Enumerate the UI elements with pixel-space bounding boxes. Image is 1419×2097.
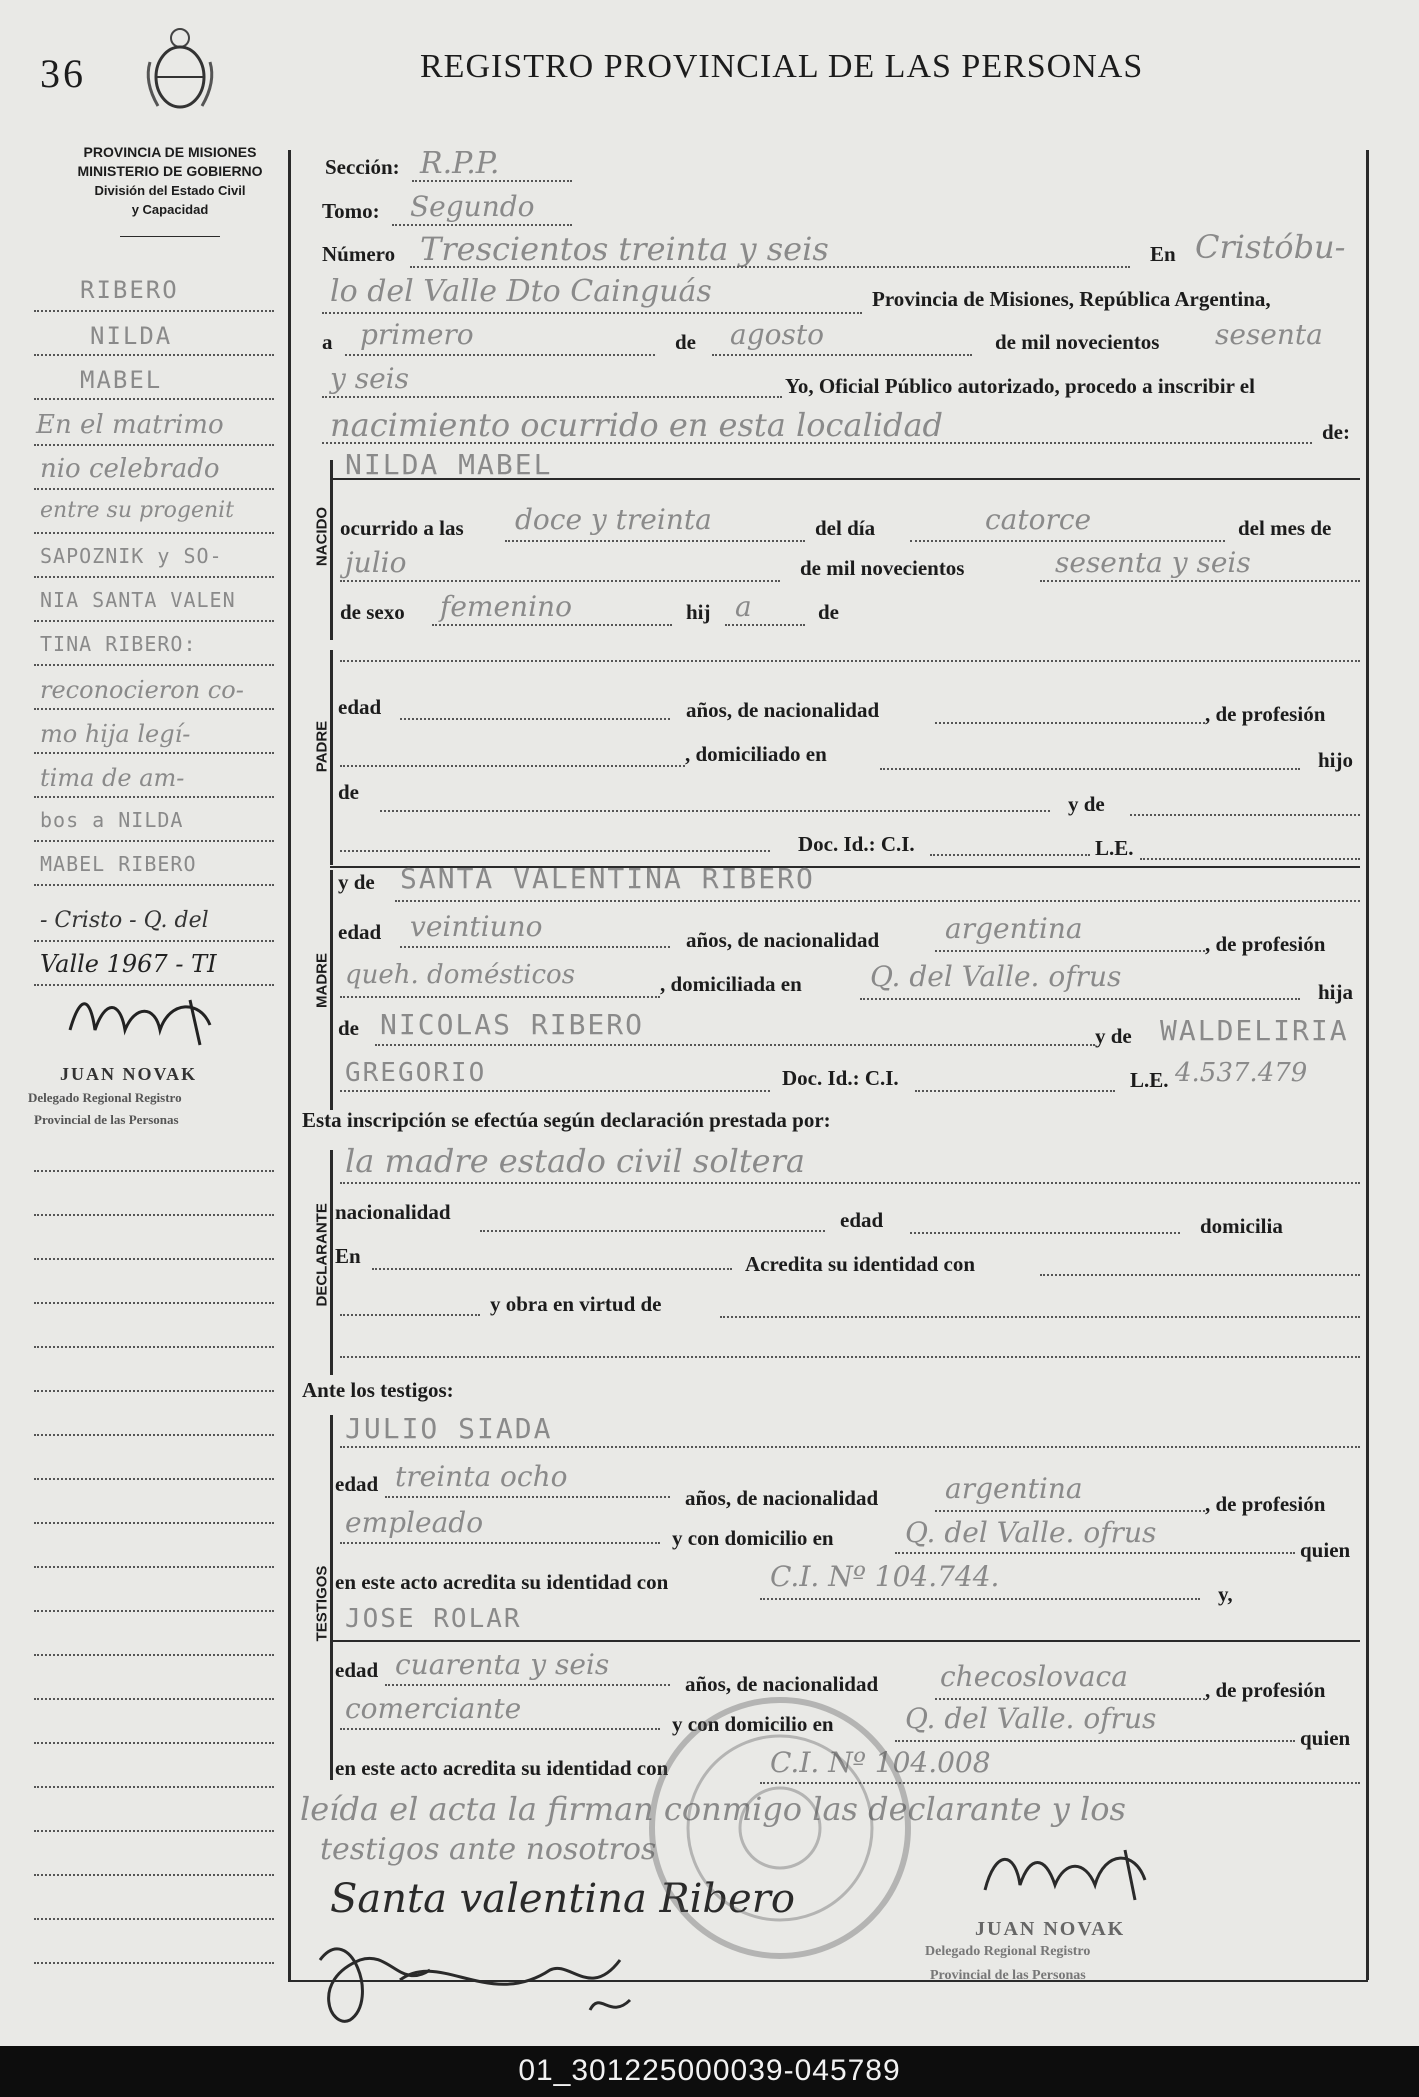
del-mes-label: del mes de (1238, 516, 1332, 540)
madre-edad-label: edad (338, 920, 382, 944)
madre-doc-label: Doc. Id.: C.I. (782, 1066, 899, 1090)
ministry-name: MINISTERIO DE GOBIERNO (77, 163, 263, 179)
page-title: REGISTRO PROVINCIAL DE LAS PERSONAS (420, 48, 1144, 85)
margin-dots-3 (34, 398, 274, 400)
madre-edad-value: veintiuno (410, 910, 543, 943)
en-value-1: Cristóbu- (1195, 228, 1346, 266)
padre-yde-label: y de (1068, 792, 1105, 816)
coat-of-arms-icon (140, 22, 220, 112)
madre-dom-label: , domiciliada en (660, 972, 802, 996)
anio-value-1: sesenta (1215, 318, 1323, 351)
margin-empty-18 (34, 1918, 274, 1920)
padre-de-label: de (338, 780, 359, 804)
margin-empty-5 (34, 1346, 274, 1348)
division-name: División del Estado Civil (94, 183, 246, 198)
margin-line-3: MABEL (80, 366, 163, 394)
madre-padre-line (375, 1044, 1095, 1046)
seccion-label: Sección: (325, 155, 400, 179)
dec-obra-label: y obra en virtud de (490, 1292, 662, 1316)
madre-madre-line-2 (340, 1090, 770, 1092)
padre-prof-line (340, 765, 685, 767)
madre-yde2-label: y de (1095, 1024, 1132, 1048)
t1-acredita-label: en este acto acredita su identidad con (335, 1570, 669, 1594)
t2-dom-line (895, 1740, 1295, 1742)
yo-oficial-label: Yo, Oficial Público autorizado, procedo a inscribir el (785, 374, 1255, 398)
tomo-line (392, 224, 572, 226)
declarante-value: la madre estado civil soltera (345, 1142, 805, 1180)
margin-official-role-2: Provincial de las Personas (34, 1112, 179, 1127)
margin-line-15: - Cristo - Q. del (40, 908, 209, 933)
margin-line-16: Valle 1967 - TI (40, 950, 217, 978)
dia-nac-line (910, 540, 1225, 542)
padre-padre-line (380, 810, 1050, 812)
margin-line-13: bos a NILDA (40, 808, 184, 832)
padre-ci-line (930, 854, 1090, 856)
t2-edad-label: edad (335, 1658, 379, 1682)
padre-hijo-label: hijo (1318, 748, 1354, 772)
numero-line (410, 266, 1130, 268)
margin-dots-4 (34, 444, 274, 446)
madre-dom-line (860, 998, 1300, 1000)
margin-empty-11 (34, 1610, 274, 1612)
padre-edad-label: edad (338, 695, 382, 719)
margin-dots-13 (34, 840, 274, 842)
t1-prof-value: empleado (345, 1506, 484, 1539)
a-label: a (322, 330, 333, 354)
madre-prof-line (340, 996, 660, 998)
provincia-label: Provincia de Misiones, República Argentina, (872, 287, 1271, 311)
madre-label: MADRE (313, 953, 331, 1008)
margin-dots-8 (34, 620, 274, 622)
padre-nac-line (935, 722, 1205, 724)
sexo-line (432, 624, 672, 626)
margin-empty-2 (34, 1214, 274, 1216)
margin-dots-1 (34, 310, 274, 312)
t1-dom-line (895, 1552, 1295, 1554)
hij-label: hij (686, 600, 711, 624)
sexo-label: de sexo (340, 600, 405, 624)
nacimiento-value: nacimiento ocurrido en esta localidad (330, 406, 944, 444)
ocurrido-label: ocurrido a las (340, 516, 464, 540)
madre-ci-line (915, 1090, 1115, 1092)
padre-anos-label: años, de nacionalidad (686, 698, 880, 722)
madre-nac-line (935, 950, 1205, 952)
margin-signature-icon (60, 990, 260, 1050)
padre-edad-line (400, 718, 670, 720)
testigo1-nombre-line (340, 1446, 1360, 1448)
margin-empty-3 (34, 1258, 274, 1260)
official-name: JUAN NOVAK (975, 1918, 1126, 1940)
margin-empty-6 (34, 1390, 274, 1392)
lectura-line-1: leída el acta la firman conmigo las declarante y los (300, 1790, 1126, 1828)
margin-empty-7 (34, 1434, 274, 1436)
margin-line-14: MABEL RIBERO (40, 852, 197, 876)
margin-official-name: JUAN NOVAK (60, 1064, 198, 1084)
issuing-authority (40, 143, 300, 219)
province-name: PROVINCIA DE MISIONES (83, 144, 257, 160)
madre-dom-value: Q. del Valle. ofrus (870, 960, 1122, 993)
padre-extra-line (340, 850, 770, 852)
dia-line (345, 354, 655, 356)
hij-de-label: de (818, 600, 839, 624)
t1-edad-label: edad (335, 1472, 379, 1496)
t1-dom-label: y con domicilio en (672, 1526, 834, 1550)
dec-acredita-line (1040, 1274, 1360, 1276)
t2-doc-value: C.I. Nº 104.008 (770, 1746, 991, 1779)
authority-underline (120, 236, 220, 237)
margin-empty-13 (34, 1698, 274, 1700)
t1-doc-value: C.I. Nº 104.744. (770, 1560, 1000, 1593)
margin-official-role-1: Delegado Regional Registro (28, 1090, 182, 1105)
t1-edad-value: treinta ocho (395, 1460, 568, 1493)
margin-dots-6 (34, 532, 274, 534)
testigos-label-text: Ante los testigos: (302, 1378, 454, 1402)
margin-empty-12 (34, 1654, 274, 1656)
padre-dom-line (880, 768, 1300, 770)
numero-value: Trescientos treinta y seis (420, 230, 829, 268)
margin-dots-12 (34, 796, 274, 798)
mes-value: agosto (730, 318, 824, 351)
hora-line (505, 540, 805, 542)
madre-anos-label: años, de nacionalidad (686, 928, 880, 952)
madre-prof-label: , de profesión (1205, 932, 1326, 956)
madre-madre-value-1: WALDELIRIA (1160, 1014, 1349, 1047)
margin-dots-15 (34, 940, 274, 942)
testigos-label: TESTIGOS (313, 1565, 331, 1642)
dec-en-line (372, 1268, 732, 1270)
frame-right (1366, 150, 1369, 1980)
margin-empty-8 (34, 1478, 274, 1480)
margin-empty-9 (34, 1522, 274, 1524)
section-divider-3 (330, 1640, 1360, 1642)
sexo-value: femenino (440, 590, 572, 623)
margin-dots-16 (34, 984, 274, 986)
t1-nac-value: argentina (945, 1472, 1083, 1505)
t2-edad-value: cuarenta y seis (395, 1648, 610, 1681)
frame-left (288, 150, 291, 1980)
margin-empty-10 (34, 1566, 274, 1568)
mes-nac-line (340, 580, 780, 582)
declarante-signature: Santa valentina Ribero (330, 1876, 795, 1922)
dec-en-label: En (335, 1244, 361, 1268)
dec-edad-label: edad (840, 1208, 884, 1232)
official-signature-icon (975, 1840, 1175, 1910)
margin-empty-15 (34, 1786, 274, 1788)
t2-prof-line (340, 1728, 660, 1730)
margin-empty-17 (34, 1874, 274, 1876)
tomo-value: Segundo (410, 190, 535, 223)
official-role-2: Provincial de las Personas (930, 1968, 1086, 1983)
division-name-2: y Capacidad (131, 202, 209, 217)
margin-empty-16 (34, 1830, 274, 1832)
page-number: 36 (40, 51, 86, 96)
t1-y-label: y, (1218, 1582, 1233, 1606)
t1-quien-label: quien (1300, 1538, 1351, 1562)
declarante-label: DECLARANTE (313, 1203, 331, 1307)
madre-nac-value: argentina (945, 912, 1083, 945)
en-line-2 (322, 312, 862, 314)
madre-nombre-line (395, 900, 1360, 902)
declarante-line (340, 1182, 1360, 1184)
numero-label: Número (322, 242, 396, 266)
official-role-1: Delegado Regional Registro (925, 1944, 1091, 1959)
madre-de-label: de (338, 1016, 359, 1040)
t2-nac-value: checoslovaca (940, 1660, 1128, 1693)
t2-edad-line (385, 1684, 670, 1686)
dec-edad-line (910, 1232, 1180, 1234)
t2-quien-label: quien (1300, 1726, 1351, 1750)
hij-line (725, 624, 805, 626)
anio-nac-value: sesenta y seis (1055, 546, 1251, 579)
padre-label: PADRE (313, 720, 331, 773)
margin-dots-7 (34, 576, 274, 578)
madre-le-value: 4.537.479 (1175, 1058, 1308, 1088)
del-dia-label: del día (815, 516, 876, 540)
official-seal-icon (640, 1688, 920, 1968)
margin-line-8: NIA SANTA VALEN (40, 588, 236, 612)
hij-suffix-value: a (735, 590, 752, 623)
nacimiento-line (322, 442, 1312, 444)
margin-line-6: entre su progenit (40, 498, 235, 523)
seccion-line (412, 180, 572, 182)
margin-line-11: mo hija legí- (40, 720, 191, 748)
mes-line (712, 354, 972, 356)
t2-dom-value: Q. del Valle. ofrus (905, 1702, 1157, 1735)
margin-dots-2 (34, 354, 274, 356)
madre-edad-line (400, 946, 670, 948)
lectura-line-2: testigos ante nosotros (320, 1832, 657, 1867)
madre-prof-value: queh. domésticos (345, 960, 576, 990)
t1-prof-label: , de profesión (1205, 1492, 1326, 1516)
seccion-value: R.P.P. (420, 146, 500, 181)
padre-prof-label: , de profesión (1205, 702, 1326, 726)
dia-nac-value: catorce (985, 503, 1092, 536)
margin-dots-9 (34, 664, 274, 666)
margin-line-4: En el matrimo (36, 410, 224, 440)
margin-dots-14 (34, 884, 274, 886)
t1-prof-line (340, 1542, 660, 1544)
de-colon-label: de: (1322, 420, 1350, 444)
nombre-value: NILDA MABEL (345, 448, 553, 481)
margin-line-10: reconocieron co- (40, 676, 244, 704)
de-mil-label: de mil novecientos (995, 330, 1160, 354)
dec-extra-line-2 (340, 1356, 1360, 1358)
nacido-label: NACIDO (313, 506, 331, 567)
tomo-label: Tomo: (322, 199, 380, 223)
anio-nac-line (1040, 580, 1360, 582)
madre-nombre-value: SANTA VALENTINA RIBERO (400, 862, 815, 895)
madre-hija-label: hija (1318, 980, 1354, 1004)
t2-nac-line (935, 1698, 1205, 1700)
dec-nac-line (480, 1230, 825, 1232)
margin-dots-11 (34, 752, 274, 754)
t2-dom-label: y con domicilio en (672, 1712, 834, 1736)
dia-value: primero (360, 318, 474, 351)
anio-line-2 (322, 396, 782, 398)
padre-madre-line (1130, 814, 1360, 816)
dec-acredita-label: Acredita su identidad con (745, 1252, 976, 1276)
t1-doc-line (760, 1598, 1200, 1600)
margin-dots-5 (34, 488, 274, 490)
margin-line-5: nio celebrado (40, 454, 220, 484)
margin-line-2: NILDA (90, 322, 173, 350)
anio-value-2: y seis (330, 362, 409, 395)
witness-signature-icon (290, 1900, 690, 2040)
testigo1-nombre-value: JULIO SIADA (345, 1412, 553, 1445)
mes-nac-value: julio (345, 546, 407, 579)
dec-extra-line (340, 1314, 480, 1316)
dec-obra-line (720, 1316, 1360, 1318)
t1-nac-line (935, 1510, 1205, 1512)
padre-le-line (1140, 858, 1360, 860)
madre-yde-label: y de (338, 870, 375, 894)
madre-madre-value-2: GREGORIO (345, 1058, 487, 1088)
de-mil-nac-label: de mil novecientos (800, 556, 965, 580)
t2-acredita-label: en este acto acredita su identidad con (335, 1756, 669, 1780)
madre-le-label: L.E. (1130, 1068, 1169, 1092)
t1-anos-label: años, de nacionalidad (685, 1486, 879, 1510)
testigo2-nombre-value: JOSE ROLAR (345, 1604, 522, 1634)
margin-dots-10 (34, 708, 274, 710)
declaracion-label: Esta inscripción se efectúa según declaración prestada por: (302, 1108, 831, 1132)
margin-empty-19 (34, 1962, 274, 1964)
margin-line-1: RIBERO (80, 276, 179, 304)
footer-bar (0, 2046, 1419, 2097)
dec-domicilia-label: domicilia (1200, 1214, 1283, 1238)
t1-edad-line (385, 1496, 670, 1498)
t2-prof-value: comerciante (345, 1692, 522, 1725)
t1-dom-value: Q. del Valle. ofrus (905, 1516, 1157, 1549)
dec-nacionalidad-label: nacionalidad (335, 1200, 451, 1224)
t2-anos-label: años, de nacionalidad (685, 1672, 879, 1696)
padre-dom-label: , domiciliado en (685, 742, 827, 766)
nacido-extra-line (340, 660, 1360, 662)
margin-empty-14 (34, 1742, 274, 1744)
en-value-2: lo del Valle Dto Cainguás (330, 274, 712, 309)
en-label: En (1150, 242, 1176, 266)
hora-value: doce y treinta (515, 503, 712, 536)
image-identifier: 01_301225000039-045789 (518, 2054, 901, 2087)
madre-padre-value: NICOLAS RIBERO (380, 1008, 645, 1041)
padre-doc-label: Doc. Id.: C.I. (798, 832, 915, 856)
margin-line-9: TINA RIBERO: (40, 632, 197, 656)
margin-line-12: tima de am- (40, 764, 185, 792)
margin-empty-1 (34, 1170, 274, 1172)
margin-line-7: SAPOZNIK y SO- (40, 544, 223, 568)
margin-empty-4 (34, 1302, 274, 1304)
de-label: de (675, 330, 696, 354)
padre-le-label: L.E. (1095, 836, 1134, 860)
t2-prof-label: , de profesión (1205, 1678, 1326, 1702)
